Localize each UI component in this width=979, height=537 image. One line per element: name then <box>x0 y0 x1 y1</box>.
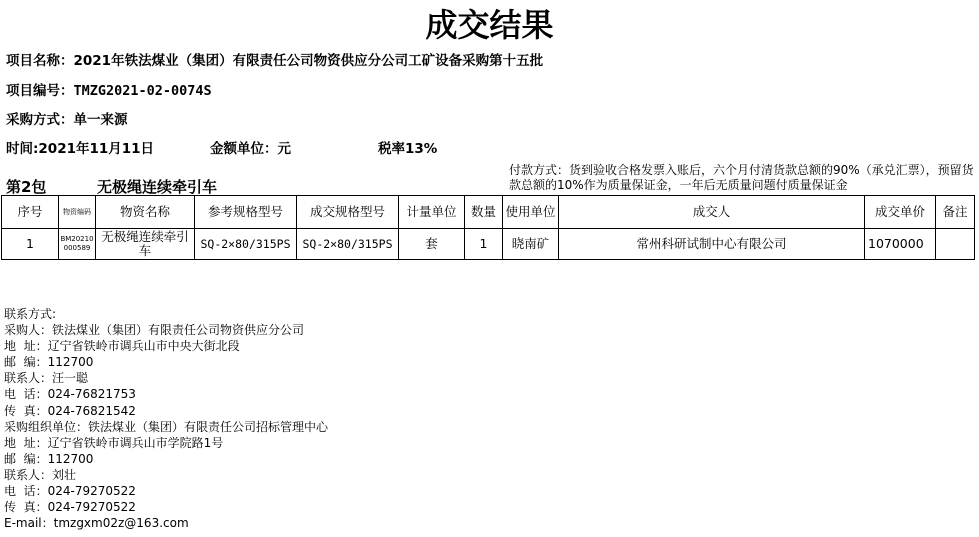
purchaser-fax: 传 真：024-76821542 <box>4 403 136 418</box>
procurement-method-line <box>6 111 128 129</box>
table-cell: 常州科研试制中心有限公司 <box>559 229 865 260</box>
currency-unit-line <box>210 140 291 158</box>
agency-address: 地 址：辽宁省铁岭市调兵山市学院路1号 <box>4 435 224 450</box>
email: E-mail：tmzgxm02z@163.com <box>4 516 189 531</box>
purchaser-contact: 联系人：汪一聪 <box>4 371 89 386</box>
procurement-method-value: 单一来源 <box>73 112 128 128</box>
header-cell: 物资编码 <box>59 196 96 229</box>
header-cell: 备注 <box>936 196 975 229</box>
time-value: 2021年11月11日 <box>38 141 155 157</box>
agency-contact: 联系人：刘壮 <box>4 467 77 482</box>
purchaser-postcode: 邮 编：112700 <box>4 355 94 370</box>
header-cell: 序号 <box>2 196 59 229</box>
table-cell: 无极绳连续牵引车 <box>96 229 195 260</box>
table-cell: SQ-2×80/315PS <box>195 229 297 260</box>
tax-rate-value: 13% <box>405 141 438 157</box>
currency-unit-label: 金额单位： <box>210 141 278 157</box>
procurement-agency: 采购组织单位：铁法煤业（集团）有限责任公司招标管理中心 <box>4 419 329 434</box>
table-cell <box>936 229 975 260</box>
table-cell: 晓南矿 <box>503 229 559 260</box>
table-row <box>2 229 975 260</box>
project-number-line <box>6 82 212 100</box>
procurement-method-label: 采购方式： <box>6 112 74 128</box>
project-number-label: 项目编号： <box>6 83 74 99</box>
project-name-line <box>6 52 543 70</box>
currency-unit-value: 元 <box>277 141 291 157</box>
project-name-label: 项目名称： <box>6 53 74 69</box>
time-label: 时间: <box>6 141 39 157</box>
header-cell: 成交单价 <box>865 196 936 229</box>
agency-fax: 传 真：024-79270522 <box>4 500 136 515</box>
table-cell: 套 <box>399 229 465 260</box>
table-cell: SQ-2×80/315PS <box>297 229 399 260</box>
header-cell: 计量单位 <box>399 196 465 229</box>
table-header-row <box>2 196 975 229</box>
table-cell: 1 <box>2 229 59 260</box>
table-cell: 1070000 <box>865 229 936 260</box>
purchaser-phone: 电 话：024-76821753 <box>4 387 136 402</box>
tax-rate-line <box>378 140 437 158</box>
package-label: 第2包 <box>6 178 47 196</box>
time-line <box>6 140 154 158</box>
purchaser: 采购人：铁法煤业（集团）有限责任公司物资供应分公司 <box>4 323 305 338</box>
agency-postcode: 邮 编：112700 <box>4 451 94 466</box>
header-cell: 使用单位 <box>503 196 559 229</box>
header-cell: 数量 <box>465 196 503 229</box>
header-cell: 物资名称 <box>96 196 195 229</box>
page-title: 成交结果 <box>425 6 554 44</box>
tax-rate-label: 税率 <box>378 141 405 157</box>
payment-terms: 付款方式：货到验收合格发票入账后，六个月付清货款总额的90%（承兑汇票），预留货款总额的10%作为质量保证金，一年后无质量问题付质量保证金 <box>509 163 974 192</box>
header-cell: 参考规格型号 <box>195 196 297 229</box>
project-name-value: 2021年铁法煤业（集团）有限责任公司物资供应分公司工矿设备采购第十五批 <box>73 53 544 69</box>
header-cell: 成交规格型号 <box>297 196 399 229</box>
package-name: 无极绳连续牵引车 <box>97 178 218 196</box>
contact-heading: 联系方式: <box>4 307 57 321</box>
contact-section <box>4 306 328 531</box>
deal-result-table <box>1 195 975 260</box>
header-cell: 成交人 <box>559 196 865 229</box>
table-cell: 1 <box>465 229 503 260</box>
table-cell: BM20210000589 <box>59 229 96 260</box>
agency-phone: 电 话：024-79270522 <box>4 484 136 499</box>
purchaser-address: 地 址：辽宁省铁岭市调兵山市中央大街北段 <box>4 339 240 354</box>
project-number-value: TMZG2021-02-0074S <box>73 83 212 99</box>
